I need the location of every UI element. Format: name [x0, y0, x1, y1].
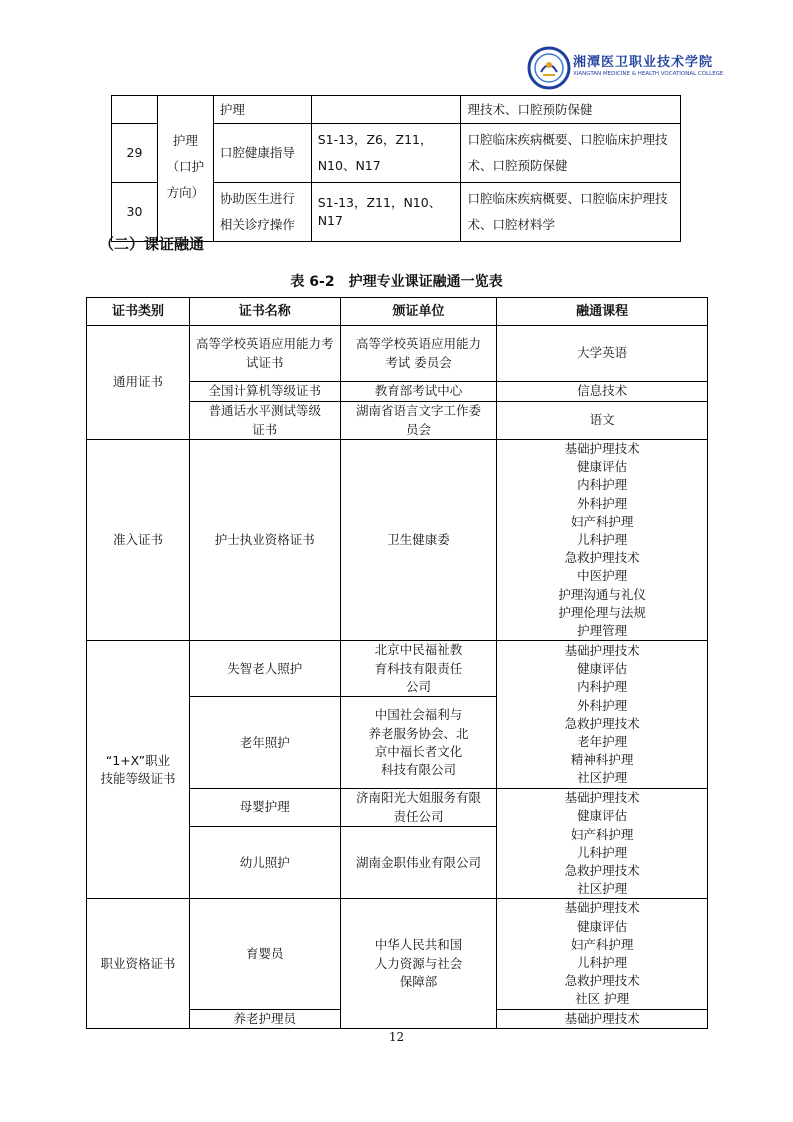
- task-cell: 口腔健康指导: [213, 124, 311, 183]
- category-cell: 准入证书: [87, 440, 190, 641]
- cert-name-cell: 幼儿照护: [189, 826, 340, 899]
- cert-name-cell: 母婴护理: [189, 789, 340, 827]
- table-row: [87, 641, 708, 697]
- courses-cell: 基础护理技术 健康评估 妇产科护理 儿科护理 急救护理技术 社区 护理: [497, 899, 708, 1009]
- cert-name-cell: 普通话水平测试等级 证书: [189, 402, 340, 440]
- courses-cell: 基础护理技术 健康评估 妇产科护理 儿科护理 急救护理技术 社区护理: [497, 789, 708, 899]
- cert-name-cell: 高等学校英语应用能力考 试证书: [189, 326, 340, 382]
- certificate-table: [86, 297, 708, 1029]
- courses-cell: 口腔临床疾病概要、口腔临床护理技术、口腔预防保健: [461, 124, 681, 183]
- direction-sub: （口护方向）: [166, 159, 205, 200]
- table-row: [87, 440, 708, 641]
- school-name: 湘潭医卫职业技术学院: [573, 55, 714, 70]
- issuer-cell: 济南阳光大姐服务有限 责任公司: [340, 789, 497, 827]
- issuer-cell: 卫生健康委: [340, 440, 497, 641]
- codes-cell: S1-13，Z6，Z11，N10、N17: [311, 124, 461, 183]
- header-courses: 融通课程: [497, 298, 708, 326]
- courses-cell: 信息技术: [497, 382, 708, 402]
- task-cell: 护理: [213, 96, 311, 124]
- header-issuer: 颁证单位: [340, 298, 497, 326]
- task-cell: 协助医生进行相关诊疗操作: [213, 183, 311, 242]
- issuer-cell: 高等学校英语应用能力 考试 委员会: [340, 326, 497, 382]
- header-category: 证书类别: [87, 298, 190, 326]
- cert-name-cell: 育婴员: [189, 899, 340, 1009]
- cert-name-cell: 养老护理员: [189, 1009, 340, 1028]
- table-caption: 表 6-2 护理专业课证融通一览表: [290, 274, 503, 290]
- table-header-row: [87, 298, 708, 326]
- codes-cell: S1-13，Z11，N10、N17: [311, 183, 461, 242]
- courses-cell: 基础护理技术 健康评估 内科护理 外科护理 妇产科护理 儿科护理 急救护理技术 中医护理 护理沟通与礼仪 护理伦理与法规 护理管理: [497, 440, 708, 641]
- page-number: 12: [388, 1030, 405, 1044]
- courses-cell: 大学英语: [497, 326, 708, 382]
- table-row: [112, 96, 681, 124]
- cert-name-cell: 老年照护: [189, 697, 340, 789]
- school-logo: [527, 40, 757, 96]
- courses-cell: 口腔临床疾病概要、口腔临床护理技术、口腔材料学: [461, 183, 681, 242]
- courses-cell: 理技术、口腔预防保健: [461, 96, 681, 124]
- issuer-cell: 教育部考试中心: [340, 382, 497, 402]
- direction-label: 护理: [172, 133, 198, 148]
- cert-name-cell: 护士执业资格证书: [189, 440, 340, 641]
- category-cell: 职业资格证书: [87, 899, 190, 1028]
- cert-name-cell: 失智老人照护: [189, 641, 340, 697]
- courses-cell: 基础护理技术 健康评估 内科护理 外科护理 急救护理技术 老年护理 精神科护理 社区护理: [497, 641, 708, 789]
- cert-name-cell: 全国计算机等级证书: [189, 382, 340, 402]
- issuer-cell: 中国社会福利与 养老服务协会、北 京中福长者文化 科技有限公司: [340, 697, 497, 789]
- issuer-cell: 北京中民福祉教 育科技有限责任 公司: [340, 641, 497, 697]
- category-cell: 通用证书: [87, 326, 190, 440]
- courses-cell: 语文: [497, 402, 708, 440]
- section-title: （二）课证融通: [99, 235, 205, 253]
- header-name: 证书名称: [189, 298, 340, 326]
- codes-cell: [311, 96, 461, 124]
- row-number: 30: [112, 183, 158, 242]
- table-row: [87, 326, 708, 382]
- courses-cell: 基础护理技术: [497, 1009, 708, 1028]
- category-cell: “1+X”职业 技能等级证书: [87, 641, 190, 899]
- school-emblem-icon: [527, 46, 571, 90]
- row-number: [112, 96, 158, 124]
- task-table: [111, 95, 681, 242]
- issuer-cell: 中华人民共和国 人力资源与社会 保障部: [340, 899, 497, 1028]
- school-name-en: XIANGTAN MEDICINE & HEALTH VOCATIONAL COLLEGE: [573, 71, 724, 77]
- issuer-cell: 湖南金职伟业有限公司: [340, 826, 497, 899]
- issuer-cell: 湖南省语言文字工作委 员会: [340, 402, 497, 440]
- row-number: 29: [112, 124, 158, 183]
- direction-cell: [157, 96, 213, 242]
- table-row: [87, 899, 708, 1009]
